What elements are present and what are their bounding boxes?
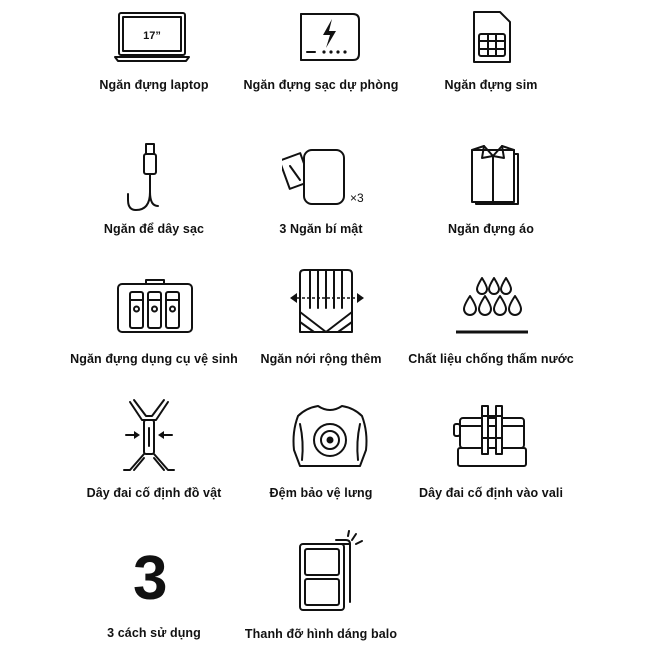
charging-cable-icon (124, 142, 172, 214)
secret-pocket-icon (282, 144, 366, 210)
feature-label: 3 Ngăn bí mật (279, 222, 363, 236)
number-three-icon: 3 (133, 544, 168, 613)
feature-label: Ngăn nới rộng thêm (260, 352, 382, 366)
laptop-icon (114, 10, 190, 64)
feature-label: Dây đai cố định vào vali (418, 486, 564, 500)
fixing-strap-icon (120, 398, 182, 476)
feature-label: Ngăn đựng áo (448, 222, 534, 236)
feature-label: Thanh đỡ hình dáng balo (244, 627, 398, 641)
feature-label: Chất liệu chống thấm nước (408, 352, 574, 366)
toiletry-bag-icon (116, 276, 194, 336)
sim-card-icon (470, 8, 514, 66)
power-bank-icon (295, 10, 365, 64)
screen-size-text: 17” (143, 30, 161, 42)
feature-label: Ngăn đựng dụng cụ vệ sinh (70, 352, 238, 366)
feature-label: Ngăn để dây sạc (103, 222, 205, 236)
folded-shirt-icon (468, 142, 522, 208)
feature-label: Ngăn đựng sạc dự phòng (243, 78, 399, 92)
feature-label: Ngăn đựng laptop (99, 78, 209, 92)
water-drops-icon (454, 272, 530, 336)
back-cushion-icon (288, 402, 372, 470)
expandable-compartment-icon (290, 266, 370, 338)
feature-label: 3 cách sử dụng (107, 626, 201, 640)
feature-label: Đệm bảo vệ lưng (269, 486, 373, 500)
feature-label: Dây đai cố định đồ vật (86, 486, 222, 500)
luggage-strap-icon (452, 404, 532, 470)
count-badge: ×3 (350, 191, 364, 205)
shape-support-board-icon (296, 530, 364, 614)
feature-label: Ngăn đựng sim (444, 78, 538, 92)
